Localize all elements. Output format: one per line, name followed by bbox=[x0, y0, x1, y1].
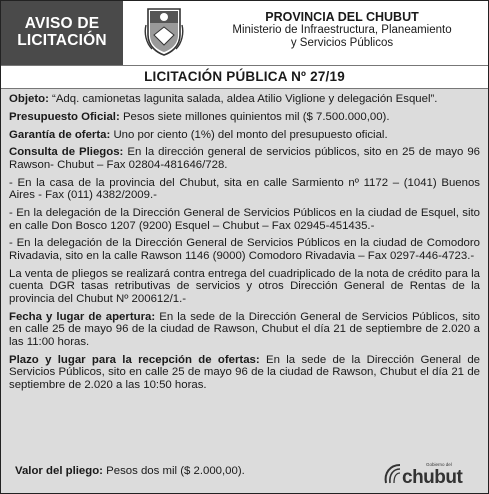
chubut-logo bbox=[380, 457, 480, 489]
ministry-line1: Ministerio de Infraestructura, Planeamiento bbox=[232, 24, 452, 36]
presupuesto-text: Pesos siete millones quinientos mil ($ 7.500.000,00). bbox=[119, 110, 390, 123]
footer bbox=[1, 453, 488, 493]
valor-label: Valor del pliego: bbox=[15, 465, 103, 477]
government-block bbox=[201, 10, 483, 49]
venta-paragraph: La venta de pliegos se realizará contra entrega del cuadriplicado de la nota de crédito para la cuenta DGR tasas retributivas de servicios y otros Dirección General de Rentas de la provincia del Chubut Nº 200612/1.- bbox=[9, 267, 480, 306]
tender-title: LICITACIÓN PÚBLICA Nº 27/19 bbox=[1, 66, 488, 89]
presupuesto-label: Presupuesto Oficial: bbox=[9, 110, 120, 123]
valor-paragraph bbox=[15, 465, 245, 477]
garantia-text: Uno por ciento (1%) del monto del presupuesto oficial. bbox=[110, 128, 388, 141]
notice-body bbox=[1, 89, 488, 392]
consulta-comodoro: - En la delegación de la Dirección General de Servicios Públicos en la ciudad de Comodoro Rivadavia, sito en la calle Rawson 1146 (9000) Comodoro Rivadavia – Fax 0297-446-4723.- bbox=[9, 237, 480, 263]
plazo-label: Plazo y lugar para la recepción de ofertas: bbox=[9, 353, 260, 366]
chubut-coat-of-arms-icon bbox=[144, 5, 184, 57]
logo-main-text: chubut bbox=[402, 467, 463, 488]
aviso-box bbox=[1, 1, 123, 65]
plazo-text: En la sede de la Dirección General de Servicios Públicos, sito en calle 25 de mayo 96 de la ciudad de Rawson, Chubut el día 21 de septiembre de 2.020 a las 10:50 horas. bbox=[9, 353, 480, 391]
plazo-paragraph bbox=[9, 354, 480, 392]
apertura-label: Fecha y lugar de apertura: bbox=[9, 310, 156, 323]
garantia-paragraph bbox=[9, 129, 480, 142]
garantia-label: Garantía de oferta: bbox=[9, 128, 111, 141]
logo-swirl-icon bbox=[386, 465, 400, 483]
valor-text: Pesos dos mil ($ 2.000,00). bbox=[102, 465, 245, 477]
logo-small-text: Gobierno del bbox=[426, 462, 452, 467]
objeto-paragraph bbox=[9, 93, 480, 106]
objeto-text: “Adq. camionetas lagunita salada, aldea Atilio Viglione y delegación Esquel”. bbox=[48, 93, 438, 105]
consulta-paragraph bbox=[9, 146, 480, 171]
consulta-label: Consulta de Pliegos: bbox=[9, 146, 124, 159]
objeto-label: Objeto: bbox=[9, 93, 49, 105]
aviso-line2: LICITACIÓN bbox=[17, 32, 107, 49]
province-name: PROVINCIA DEL CHUBUT bbox=[265, 10, 419, 24]
header bbox=[1, 1, 488, 66]
consulta-esquel: - En la delegación de la Dirección General de Servicios Públicos en la ciudad de Esquel, sito en calle Don Bosco 1207 (9200) Esquel – Chubut – Fax 02945-451435.- bbox=[9, 207, 480, 232]
consulta-buenos-aires: - En la casa de la provincia del Chubut, sita en calle Sarmiento nº 1172 – (1041) Buenos Aires - Fax (011) 4382/2009.- bbox=[9, 176, 480, 202]
aviso-line1: AVISO DE bbox=[24, 15, 100, 32]
apertura-paragraph bbox=[9, 311, 480, 349]
apertura-text: En la sede de la Dirección General de Servicios Públicos, sito en calle 25 de mayo 96 de la ciudad de Rawson, Chubut el día 21 de septiembre de 2.020 a las 11:00 horas. bbox=[9, 310, 480, 348]
presupuesto-paragraph bbox=[9, 111, 480, 124]
consulta-text: En la dirección general de servicios públicos, sito en 25 de mayo 96 Rawson- Chubut – Fax 02804-481646/728. bbox=[9, 146, 480, 171]
ministry-line2: y Servicios Públicos bbox=[290, 36, 394, 49]
